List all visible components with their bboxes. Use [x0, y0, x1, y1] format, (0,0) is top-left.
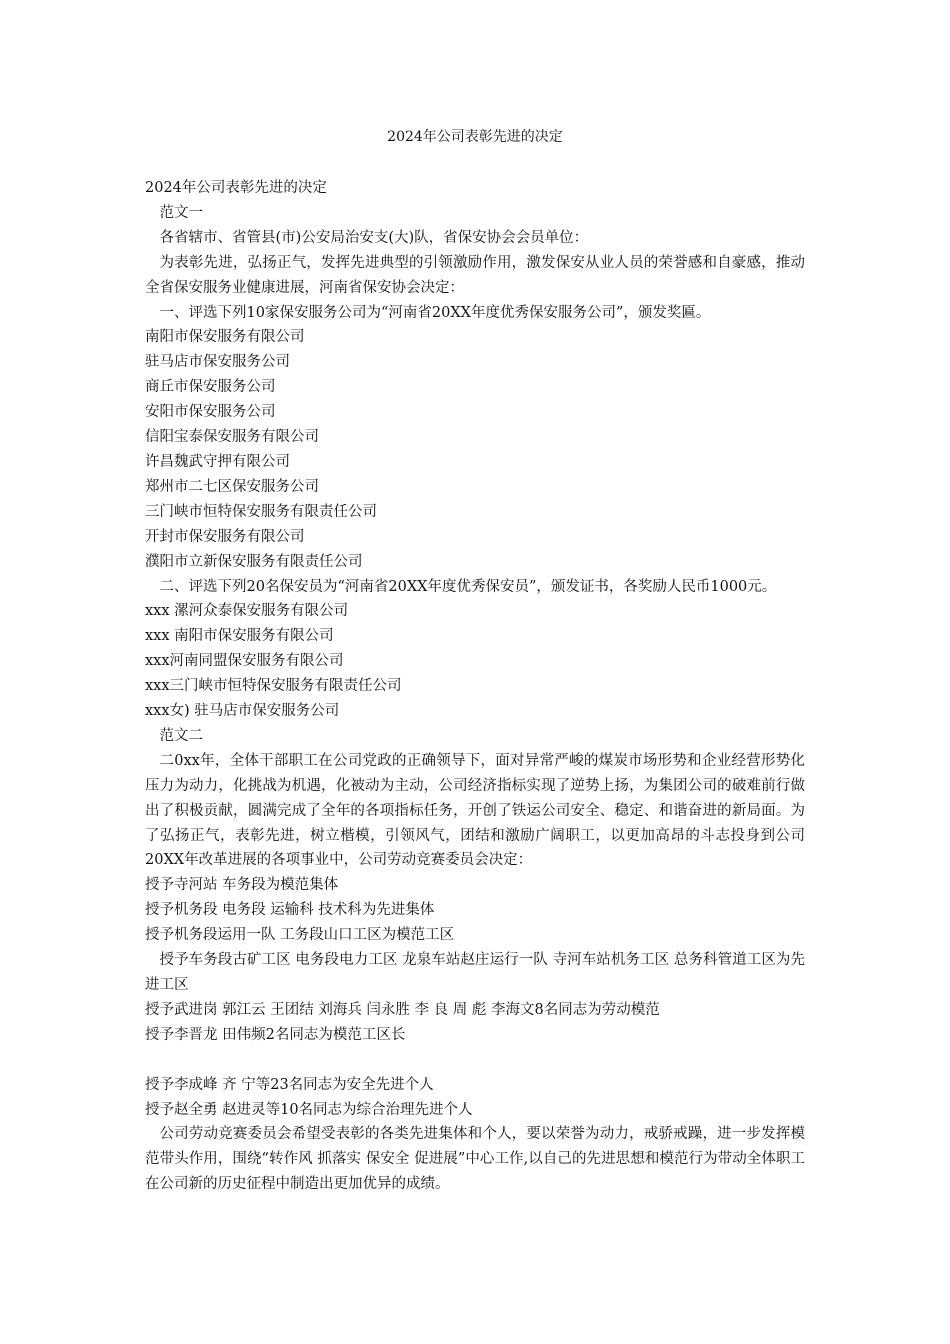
document-title: 2024年公司表彰先进的决定 — [387, 129, 563, 145]
blank-line — [145, 1048, 805, 1073]
award-item: 授予机务段运用一队 工务段山口工区为模范工区 — [145, 927, 455, 944]
award-item: 授予车务段古矿工区 电务段电力工区 龙泉车站赵庄运行一队 寺河车站机务工区 总务科管道工区为先进工区 — [145, 952, 805, 993]
guard-item: xxx 南阳市保安服务有限公司 — [145, 628, 334, 645]
guard-item: xxx三门峡市恒特保安服务有限责任公司 — [145, 678, 402, 695]
document-heading: 2024年公司表彰先进的决定 — [145, 180, 327, 196]
company-item: 商丘市保安服务公司 — [145, 379, 276, 396]
award-item: 授予武进岗 郭江云 王团结 刘海兵 闫永胜 李 良 周 彪 李海文8名同志为劳动模范 — [145, 1001, 660, 1018]
guard-item: xxx河南同盟保安服务有限公司 — [145, 653, 344, 670]
section1-intro: 为表彰先进，弘扬正气，发挥先进典型的引领激励作用，激发保安从业人员的荣誉感和自豪感，推动全省保安服务业健康进展，河南省保安协会决定： — [145, 254, 805, 296]
award-item: 授予寺河站 车务段为模范集体 — [145, 877, 339, 894]
company-item: 驻马店市保安服务公司 — [145, 354, 290, 371]
section1-point2: 二、评选下列20名保安员为“河南省20XX年度优秀保安员”，颁发证书，各奖励人民币1000元。 — [159, 578, 777, 595]
section2-closing: 公司劳动竞赛委员会希望受表彰的各类先进集体和个人，要以荣誉为动力，戒骄戒躁，进一步发挥模范带头作用，围绕“转作风 抓落实 保安全 促进展”中心工作,以自己的先进思想和模范行为带动全体职工在公司新的历史征程中制造出更加优异的成绩。 — [145, 1126, 805, 1193]
company-item: 信阳宝泰保安服务有限公司 — [145, 429, 319, 446]
company-item: 濮阳市立新保安服务有限责任公司 — [145, 553, 363, 570]
award-list-a — [145, 873, 805, 1047]
guard-item: xxx 漯河众泰保安服务有限公司 — [145, 603, 349, 620]
section2-intro: 二0xx年，全体干部职工在公司党政的正确领导下，面对异常严峻的煤炭市场形势和企业经营形势化压力为动力，化挑战为机遇，化被动为主动，公司经济指标实现了逆势上扬，为集团公司的破难前行做出了积极贡献，圆满完成了全年的各项指标任务，开创了铁运公司安全、稳定、和谐奋进的新局面。为了弘扬正气，表彰先进，树立楷模，引领风气，团结和激励广阔职工，以更加高昂的斗志投身到公司20XX年改革进展的各项事业中，公司劳动竞赛委员会决定： — [145, 752, 805, 869]
document-body — [145, 176, 805, 1197]
company-item: 安阳市保安服务公司 — [145, 404, 276, 421]
company-list — [145, 325, 805, 574]
award-item: 授予李晋龙 田伟频2名同志为模范工区长 — [145, 1026, 406, 1043]
section2-label: 范文二 — [159, 727, 203, 744]
company-item: 开封市保安服务有限公司 — [145, 528, 305, 545]
company-item: 三门峡市恒特保安服务有限责任公司 — [145, 503, 377, 520]
guard-item: xxx女) 驻马店市保安服务公司 — [145, 703, 340, 720]
section1-label: 范文一 — [159, 204, 203, 221]
company-item: 南阳市保安服务有限公司 — [145, 329, 305, 346]
section1-point1: 一、评选下列10家保安服务公司为“河南省20XX年度优秀保安服务公司”，颁发奖匾。 — [159, 304, 711, 321]
section1-recipients: 各省辖市、省管县(市)公安局治安支(大)队，省保安协会会员单位： — [159, 229, 589, 246]
company-item: 郑州市二七区保安服务公司 — [145, 478, 319, 495]
award-item: 授予赵全勇 赵进灵等10名同志为综合治理先进个人 — [145, 1101, 473, 1118]
award-item: 授予李成峰 齐 宁等23名同志为安全先进个人 — [145, 1076, 434, 1093]
guard-list — [145, 599, 805, 724]
company-item: 许昌魏武守押有限公司 — [145, 453, 290, 470]
award-item: 授予机务段 电务段 运输科 技术科为先进集体 — [145, 902, 435, 919]
award-list-b — [145, 1073, 805, 1123]
